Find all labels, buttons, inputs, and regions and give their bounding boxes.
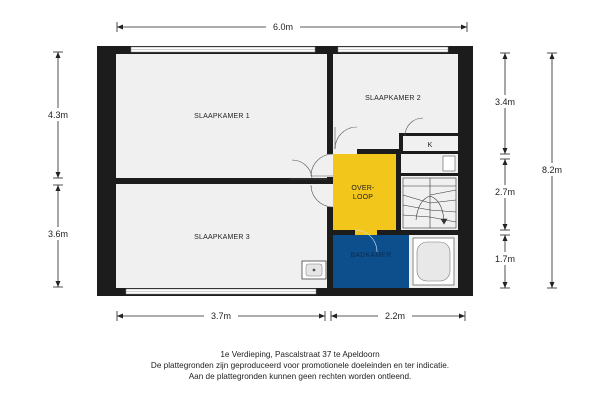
dim-left-lower: 3.6m: [47, 229, 69, 239]
dim-right-stair: 2.7m: [494, 187, 516, 197]
label-slaapkamer-2: SLAAPKAMER 2: [365, 95, 421, 102]
label-closet: K: [427, 142, 433, 149]
caption-line-2: De plattegronden zijn geproduceerd voor promotionele doeleinden en ter indicatie.: [150, 361, 450, 370]
room-badkamer: [333, 235, 409, 288]
label-badkamer: BADKAMER: [350, 252, 392, 259]
label-slaapkamer-3: SLAAPKAMER 3: [194, 234, 250, 241]
dim-bottom-right: 2.2m: [384, 311, 406, 321]
dim-right-bathroom: 1.7m: [494, 254, 516, 264]
caption-line-1: 1e Verdieping, Pascalstraat 37 te Apeldoorn: [220, 350, 380, 359]
bathtub-icon: [413, 238, 454, 285]
sink-icon: [302, 261, 326, 279]
dim-left-upper: 4.3m: [47, 110, 69, 120]
dim-top-width: 6.0m: [272, 22, 294, 32]
dim-right-total: 8.2m: [541, 165, 563, 175]
room-overloop: [333, 154, 396, 230]
label-slaapkamer-1: SLAAPKAMER 1: [194, 113, 250, 120]
dim-right-slaapkamer2: 3.4m: [494, 97, 516, 107]
label-overloop-1: OVER-: [351, 185, 375, 192]
dim-bottom-left: 3.7m: [210, 311, 232, 321]
label-overloop-2: LOOP: [352, 194, 374, 201]
storage-fixture: [443, 156, 455, 171]
caption-line-3: Aan de plattegronden kunnen geen rechten worden ontleend.: [188, 372, 412, 381]
